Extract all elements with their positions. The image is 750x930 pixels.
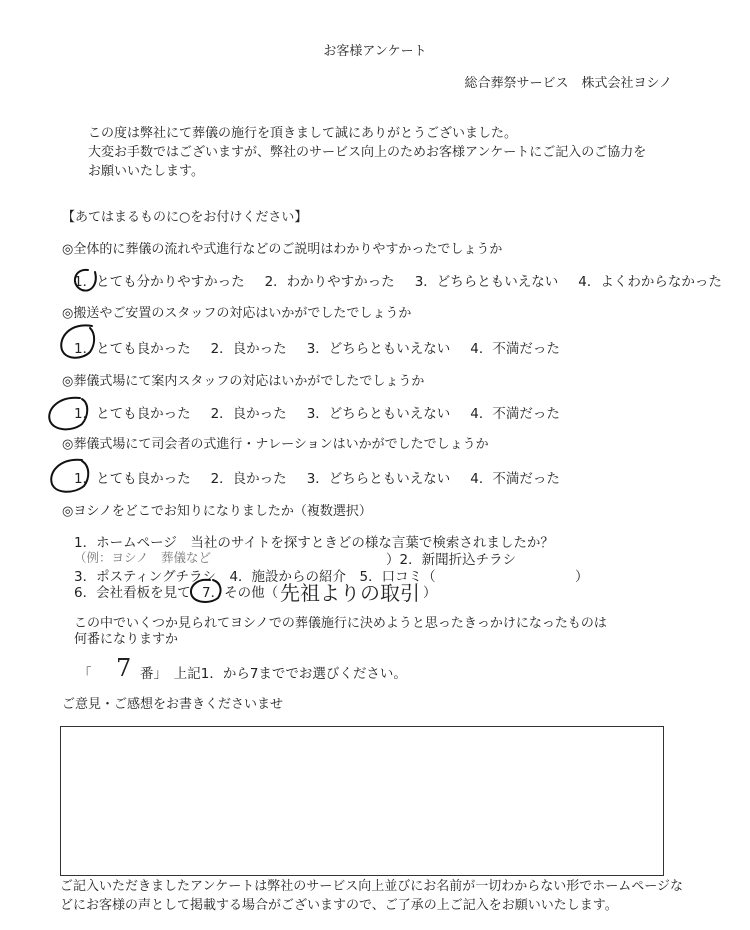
q1-option-3[interactable]: 3．どちらともいえない <box>414 274 559 290</box>
intro-line: お願いいたします。 <box>88 164 204 179</box>
question-2: ◎搬送やご安置のスタッフの対応はいかがでしたでしょうか <box>62 306 412 321</box>
question-5: ◎ヨシノをどこでお知りになりましたか（複数選択） <box>62 504 372 519</box>
q5-line-3-close: ） <box>575 569 589 585</box>
footer-line: ご記入いただきましたアンケートは弊社のサービス向上並びにお名前が一切わからない形でホームページな <box>60 879 683 894</box>
q1-option-2[interactable]: 2．わかりやすかった <box>264 274 395 290</box>
q5-option-6[interactable]: 6．会社看板を見て <box>74 585 191 601</box>
q1-option-4[interactable]: 4．よくわからなかった <box>578 274 722 290</box>
q4-option-1[interactable]: 1．とても良かった <box>74 471 191 487</box>
q2-option-4[interactable]: 4．不満だった <box>470 341 560 357</box>
q2-option-2[interactable]: 2．良かった <box>210 341 287 357</box>
handwritten-other-answer: 先祖よりの取引 <box>280 581 420 605</box>
question-3: ◎葬儀式場にて案内スタッフの対応はいかがでしたでしょうか <box>62 374 425 389</box>
company-name: 総合葬祭サービス 株式会社ヨシノ <box>464 76 672 91</box>
q1-option-1[interactable]: 1．とても分かりやすかった <box>74 274 245 290</box>
q4-option-3[interactable]: 3．どちらともいえない <box>306 471 451 487</box>
q2-option-1[interactable]: 1．とても良かった <box>74 341 191 357</box>
footer-line: どにお客様の声として掲載する場合がございますので、ご了承の上ご記入をお願いいたします。 <box>60 898 618 913</box>
q3-option-2[interactable]: 2．良かった <box>210 406 287 422</box>
instruction: 【あてはまるものに○をお付けください】 <box>62 210 308 225</box>
circle-mark-q4 <box>51 460 88 492</box>
circle-mark-q5 <box>191 580 221 602</box>
intro-line: この度は弊社にて葬儀の施行を頂きまして誠にありがとうございました。 <box>88 126 518 141</box>
q3-option-3[interactable]: 3．どちらともいえない <box>306 406 451 422</box>
q3-option-4[interactable]: 4．不満だった <box>470 406 560 422</box>
question-1: ◎全体的に葬儀の流れや式進行などのご説明はわかりやすかったでしょうか <box>62 242 503 257</box>
question-6-line-1: この中でいくつか見られてヨシノでの葬儀施行に決めようと思ったきっかけになったものは <box>74 616 607 631</box>
q5-line-1: 1．ホームページ 当社のサイトを探すときどの様な言葉で検索されましたか？ <box>74 535 554 551</box>
q5-example: （例：ヨシノ 葬儀など <box>74 550 212 565</box>
q2-option-3[interactable]: 3．どちらともいえない <box>306 341 451 357</box>
q6-bracket-open: 「 <box>78 666 92 682</box>
question-4: ◎葬儀式場にて司会者の式進行・ナレーションはいかがでしたでしょうか <box>62 437 489 452</box>
q4-option-2[interactable]: 2．良かった <box>210 471 287 487</box>
q5-line-4-close: ） <box>423 585 437 601</box>
comments-label: ご意見・ご感想をお書きくださいませ <box>62 697 284 712</box>
q5-option-7[interactable]: 7．その他（ <box>202 585 279 601</box>
circle-mark-q2 <box>61 325 94 357</box>
q6-suffix: 番」 上記1．から7まででお選びください。 <box>140 666 407 682</box>
q3-option-1[interactable]: 1．とても良かった <box>74 406 191 422</box>
handwritten-answer-number: 7 <box>116 654 132 682</box>
q4-option-4[interactable]: 4．不満だった <box>470 471 560 487</box>
circle-mark-q1 <box>75 270 96 291</box>
question-6-line-2: 何番になりますか <box>74 632 179 647</box>
intro-line: 大変お手数ではございますが、弊社のサービス向上のためお客様アンケートにご記入のご協力を <box>88 145 647 160</box>
page-title: お客様アンケート <box>323 44 427 59</box>
q5-line-2-close: ）2．新聞折込チラシ <box>386 552 517 568</box>
q5-line-3: 3．ポスティングチラシ 4．施設からの紹介 5．口コミ（ <box>74 569 436 585</box>
circle-mark-q3 <box>49 398 87 430</box>
